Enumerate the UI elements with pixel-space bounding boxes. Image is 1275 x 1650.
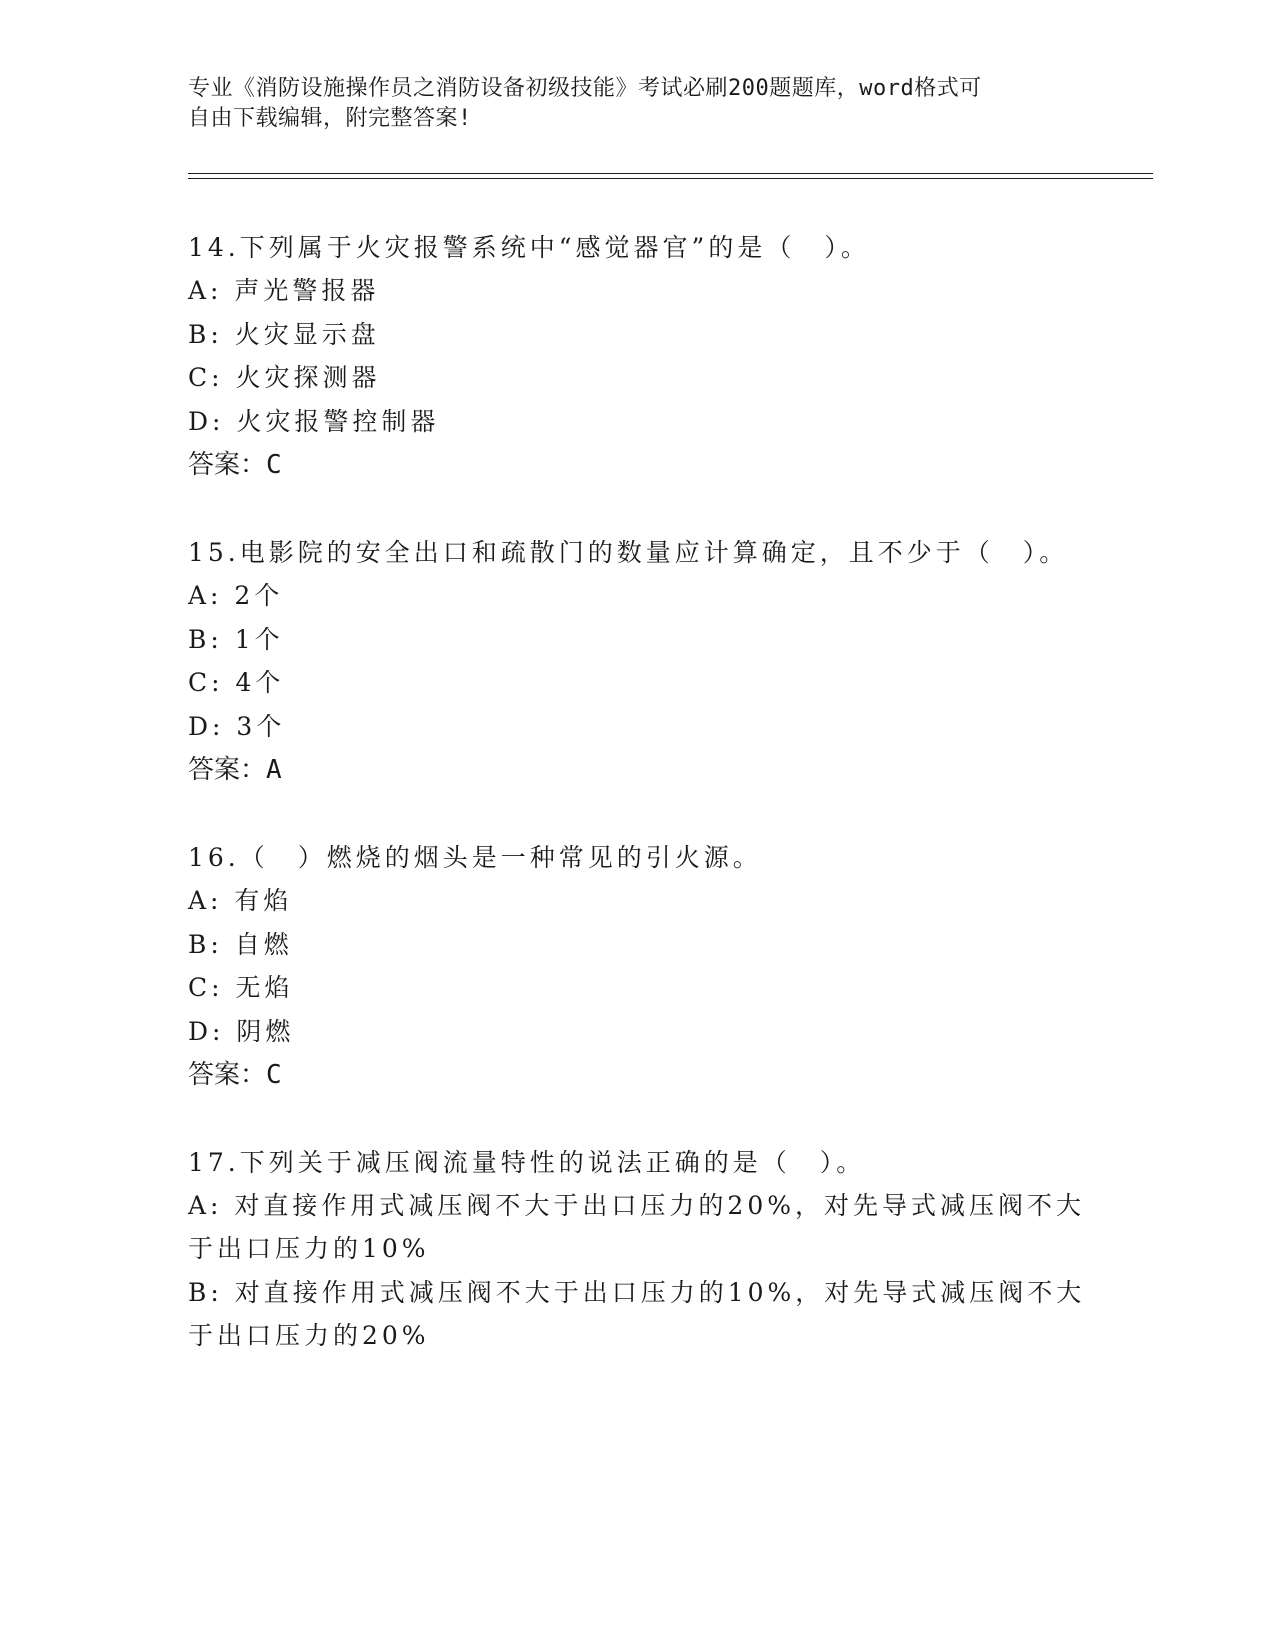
question-14-stem: 14.下列属于火灾报警系统中“感觉器官”的是（ ）。 xyxy=(188,233,870,262)
question-17-stem: 17.下列关于减压阀流量特性的说法正确的是（ ）。 xyxy=(188,1148,866,1177)
question-14-option-c: C: 火灾探测器 xyxy=(188,363,381,392)
header-title-line-2: 自由下载编辑，附完整答案! xyxy=(188,106,472,131)
header-title-line-1: 专业《消防设施操作员之消防设备初级技能》考试必刷200题题库，word格式可 xyxy=(188,76,982,101)
question-16-stem: 16.（ ）燃烧的烟头是一种常见的引火源。 xyxy=(188,843,762,872)
question-16-option-c: C: 无焰 xyxy=(188,973,294,1002)
header-divider-bottom xyxy=(188,178,1153,179)
question-14-option-b: B: 火灾显示盘 xyxy=(188,320,380,349)
question-15-option-c: C: 4个 xyxy=(188,668,285,697)
question-17-option-a-continued: 于出口压力的10% xyxy=(188,1234,430,1263)
question-17-option-b: B: 对直接作用式减压阀不大于出口压力的10%，对先导式减压阀不大 xyxy=(188,1278,1086,1307)
question-14-option-a: A: 声光警报器 xyxy=(188,276,380,305)
question-15-option-a: A: 2个 xyxy=(188,581,284,610)
question-16-option-a: A: 有焰 xyxy=(188,886,293,915)
question-15-answer: 答案：A xyxy=(188,755,282,785)
question-16-answer: 答案：C xyxy=(188,1060,282,1090)
question-15-option-d: D: 3个 xyxy=(188,712,286,741)
question-16-option-b: B: 自燃 xyxy=(188,930,293,959)
question-17-option-b-continued: 于出口压力的20% xyxy=(188,1321,430,1350)
question-16-option-d: D: 阴燃 xyxy=(188,1017,295,1046)
question-14-answer: 答案：C xyxy=(188,450,282,480)
question-17-option-a: A: 对直接作用式减压阀不大于出口压力的20%，对先导式减压阀不大 xyxy=(188,1191,1085,1220)
header-divider-top xyxy=(188,173,1153,174)
question-14-option-d: D: 火灾报警控制器 xyxy=(188,407,440,436)
question-15-option-b: B: 1个 xyxy=(188,625,284,654)
question-15-stem: 15.电影院的安全出口和疏散门的数量应计算确定，且不少于（ ）。 xyxy=(188,538,1069,567)
